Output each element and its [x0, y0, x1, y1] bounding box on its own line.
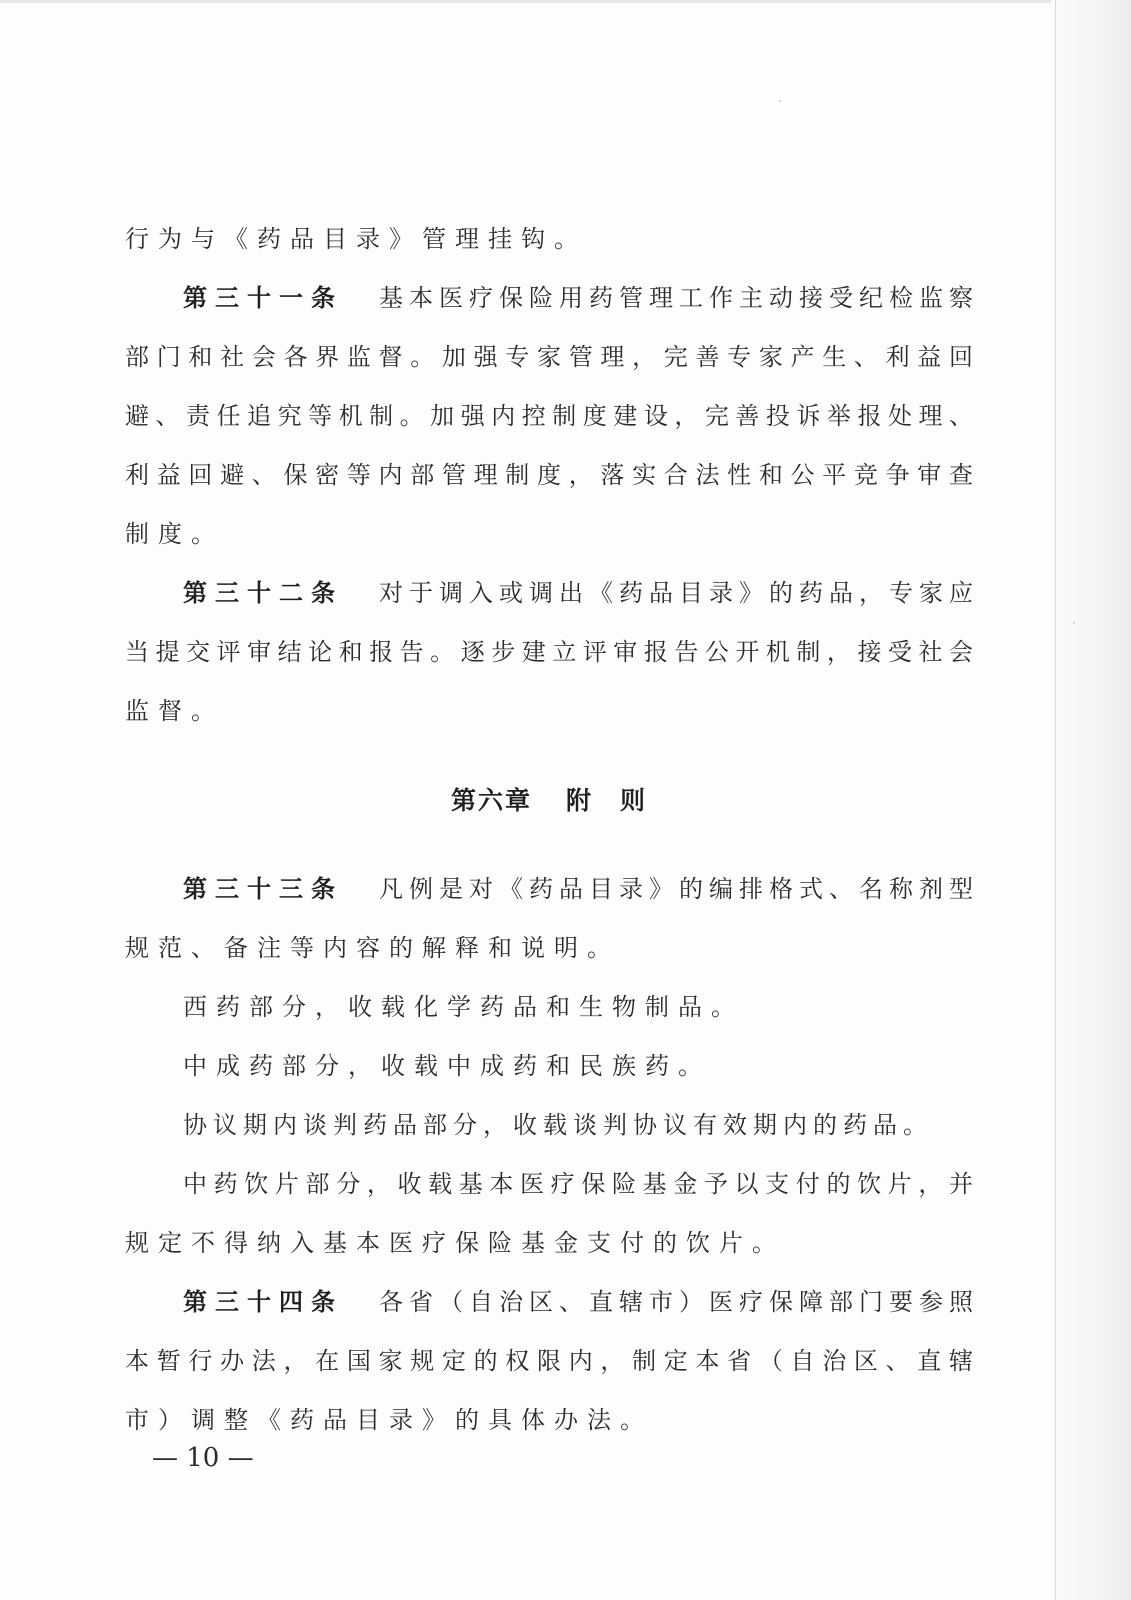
- paragraph-line: 行为与《药品目录》管理挂钩。: [125, 225, 587, 253]
- paragraph-line: 利益回避、保密等内部管理制度，落实合法性和公平竞争审查: [125, 461, 973, 489]
- scan-fold-line: [1055, 0, 1056, 1600]
- article-text: 凡例是对《药品目录》的编排格式、名称剂型: [373, 875, 973, 903]
- chapter-name: 附 则: [566, 786, 648, 815]
- paragraph-line: 中药饮片部分，收载基本医疗保险基金予以支付的饮片，并: [183, 1170, 973, 1198]
- chapter-number: 第六章: [450, 786, 532, 815]
- paragraph-line: 规定不得纳入基本医疗保险基金支付的饮片。: [125, 1229, 785, 1257]
- paragraph-line: 当提交评审结论和报告。逐步建立评审报告公开机制，接受社会: [125, 638, 973, 666]
- article-text: 各省（自治区、直辖市）医疗保障部门要参照: [373, 1288, 973, 1316]
- article-text: 基本医疗保险用药管理工作主动接受纪检监察: [373, 284, 973, 312]
- paragraph-line: 西药部分，收载化学药品和生物制品。: [183, 993, 744, 1021]
- paragraph-line: 市）调整《药品目录》的具体办法。: [125, 1406, 653, 1434]
- article-number: 第三十二条: [183, 579, 343, 607]
- page-number: — 10 —: [152, 1443, 254, 1473]
- chapter-heading: [125, 771, 973, 830]
- paragraph-line: [125, 269, 973, 328]
- article-number: 第三十一条: [183, 284, 343, 312]
- scan-top-edge: [0, 0, 1131, 3]
- article-number: 第三十四条: [183, 1288, 343, 1316]
- document-body: [125, 210, 973, 1450]
- paragraph-line: 规范、备注等内容的解释和说明。: [125, 934, 620, 962]
- paragraph-line: 监督。: [125, 697, 224, 725]
- article-text: 对于调入或调出《药品目录》的药品，专家应: [373, 579, 973, 607]
- paragraph-line: 避、责任追究等机制。加强内控制度建设，完善投诉举报处理、: [125, 402, 973, 430]
- paragraph-line: [125, 860, 973, 919]
- scan-right-margin: [1051, 0, 1131, 1600]
- scan-speck: [1073, 622, 1075, 624]
- article-number: 第三十三条: [183, 875, 343, 903]
- paragraph-line: 本暂行办法，在国家规定的权限内，制定本省（自治区、直辖: [125, 1347, 973, 1375]
- paragraph-line: [125, 564, 973, 623]
- scan-speck: [779, 100, 781, 102]
- paragraph-line: 协议期内谈判药品部分，收载谈判协议有效期内的药品。: [183, 1111, 933, 1139]
- paragraph-line: 制度。: [125, 520, 224, 548]
- paragraph-line: 部门和社会各界监督。加强专家管理，完善专家产生、利益回: [125, 343, 973, 371]
- paragraph-line: [125, 1273, 973, 1332]
- paragraph-line: 中成药部分，收载中成药和民族药。: [183, 1052, 711, 1080]
